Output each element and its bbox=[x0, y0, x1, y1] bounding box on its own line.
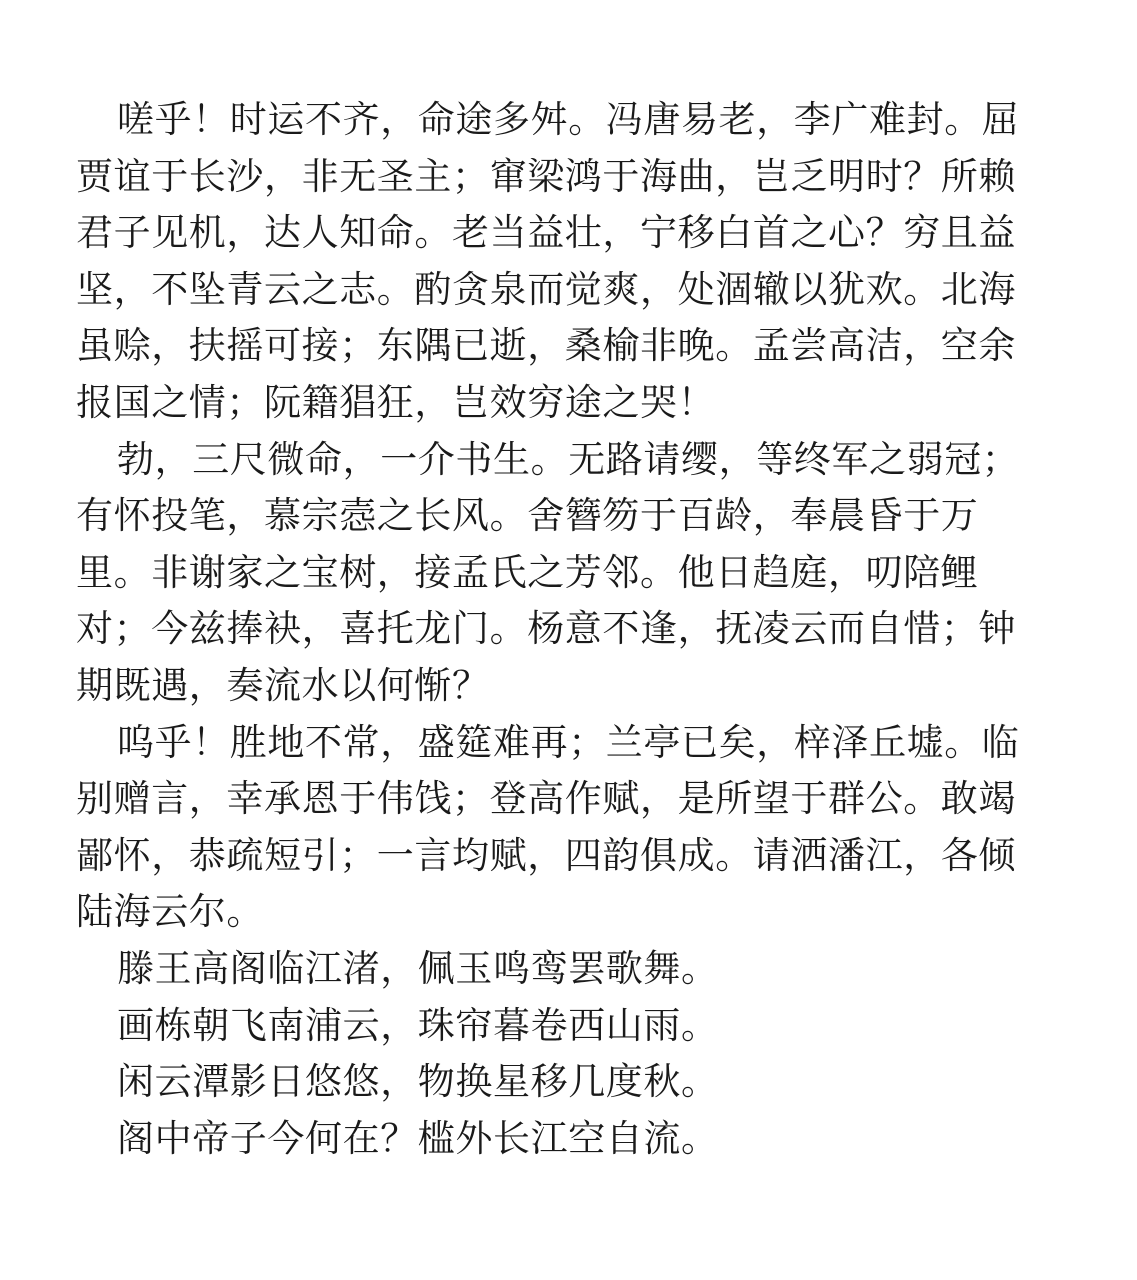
text-line: 勃，三尺微命，一介书生。无路请缨，等终军之弱冠； bbox=[117, 437, 1020, 481]
poem bbox=[76, 941, 1076, 1167]
poem-line: 阁中帝子今何在？槛外长江空自流。 bbox=[117, 1116, 719, 1160]
paragraph-3 bbox=[76, 715, 1076, 941]
paragraph-1 bbox=[76, 92, 1076, 432]
text-line: 报国之情；阮籍猖狂，岂效穷途之哭！ bbox=[76, 380, 716, 424]
text-line: 呜乎！胜地不常，盛筵难再；兰亭已矣，梓泽丘墟。临 bbox=[117, 720, 1020, 764]
text-line: 对；今兹捧袂，喜托龙门。杨意不逢，抚凌云而自惜；钟 bbox=[76, 607, 1016, 651]
text-line: 别赠言，幸承恩于伟饯；登高作赋，是所望于群公。敢竭 bbox=[76, 777, 1016, 821]
text-line: 陆海云尔。 bbox=[76, 890, 264, 934]
paragraph-2 bbox=[76, 432, 1076, 715]
document-body bbox=[76, 92, 1076, 1167]
text-line: 君子见机，达人知命。老当益壮，宁移白首之心？穷且益 bbox=[76, 211, 1016, 255]
poem-line: 滕王高阁临江渚，佩玉鸣鸾罢歌舞。 bbox=[117, 946, 719, 990]
poem-line: 闲云潭影日悠悠，物换星移几度秋。 bbox=[117, 1060, 719, 1104]
text-line: 贾谊于长沙，非无圣主；窜梁鸿于海曲，岂乏明时？所赖 bbox=[76, 154, 1016, 198]
text-line: 嗟乎！时运不齐，命途多舛。冯唐易老，李广难封。屈 bbox=[117, 98, 1020, 141]
text-line: 有怀投笔，慕宗悫之长风。舍簪笏于百龄，奉晨昏于万 bbox=[76, 494, 979, 538]
text-line: 鄙怀，恭疏短引；一言均赋，四韵俱成。请洒潘江，各倾 bbox=[76, 833, 1016, 877]
text-line: 虽赊，扶摇可接；东隅已逝，桑榆非晚。孟尝高洁，空余 bbox=[76, 324, 1016, 368]
text-line: 坚，不坠青云之志。酌贪泉而觉爽，处涸辙以犹欢。北海 bbox=[76, 267, 1016, 311]
poem-line: 画栋朝飞南浦云，珠帘暮卷西山雨。 bbox=[117, 1003, 719, 1047]
text-line: 期既遇，奏流水以何惭？ bbox=[76, 663, 490, 707]
text-line: 里。非谢家之宝树，接孟氏之芳邻。他日趋庭，叨陪鲤 bbox=[76, 550, 979, 594]
